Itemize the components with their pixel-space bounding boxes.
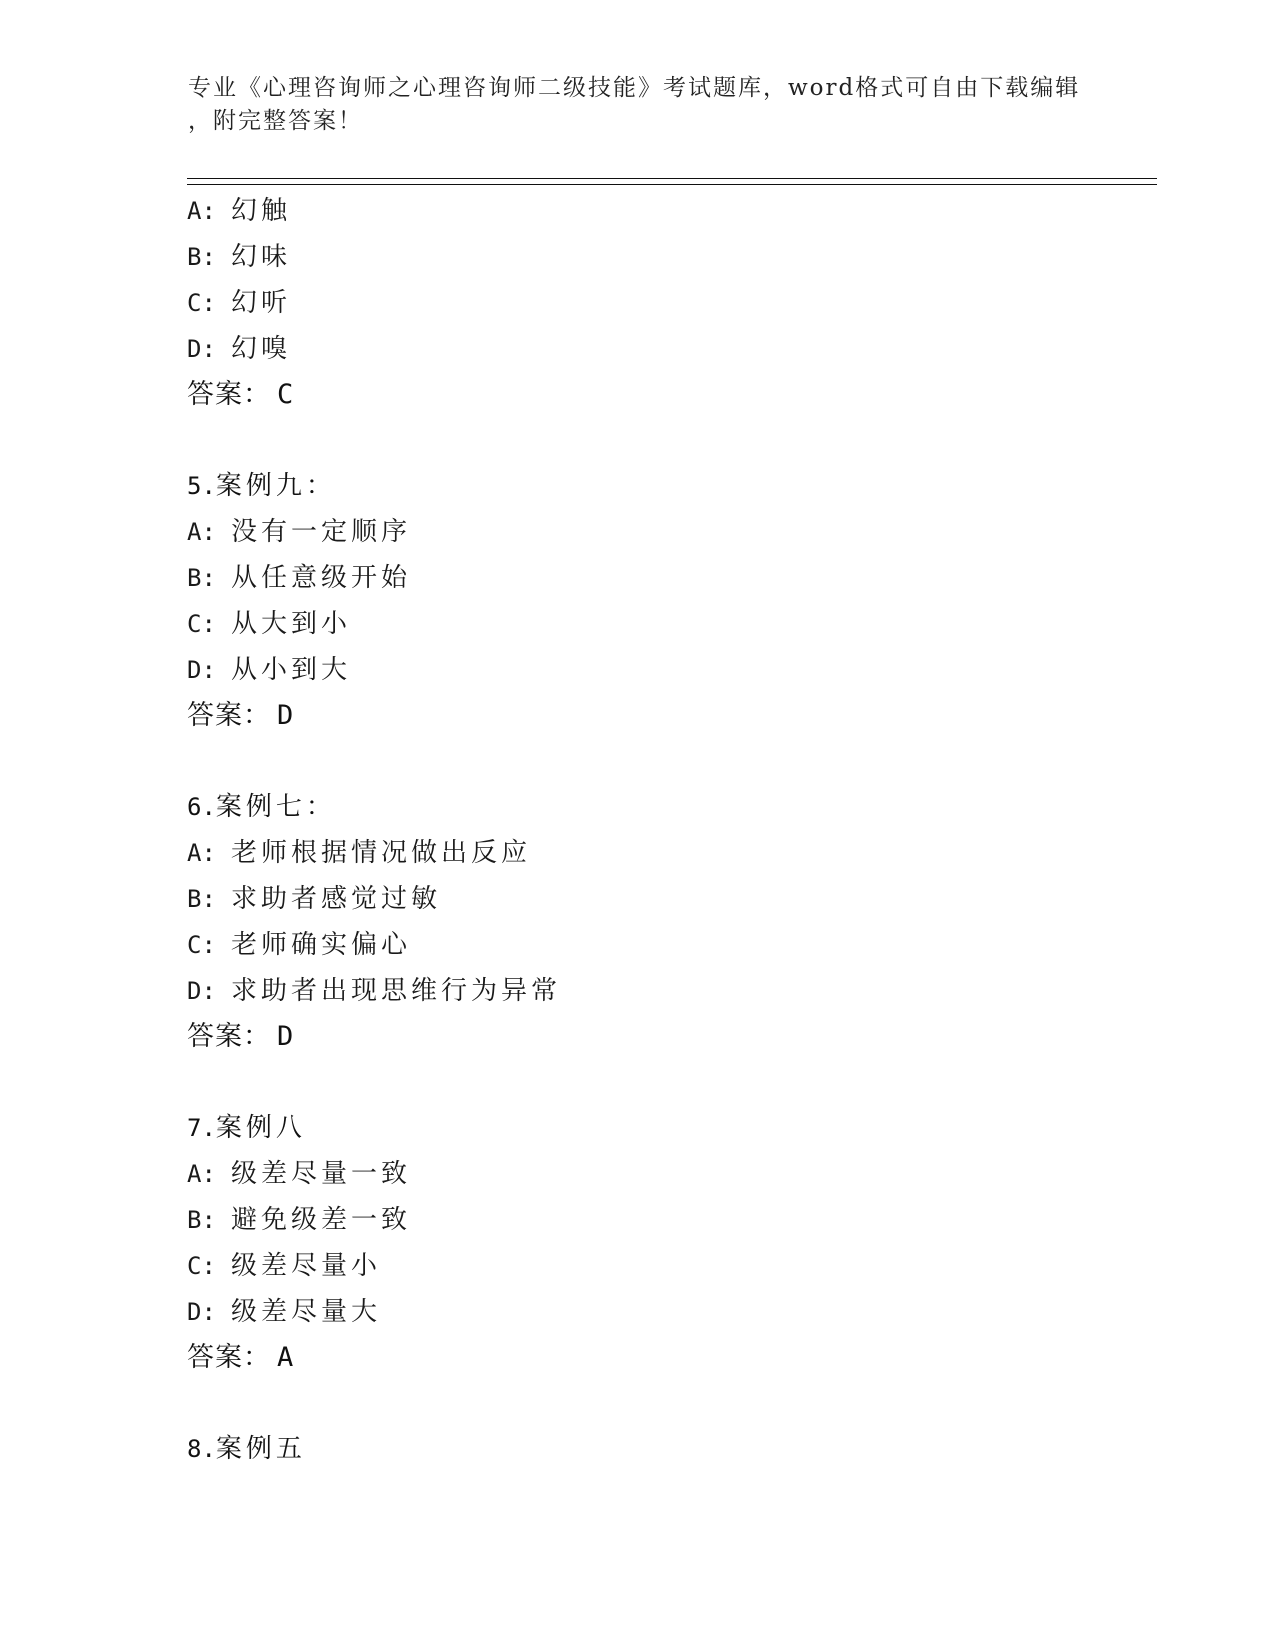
- header-double-rule: [187, 178, 1157, 185]
- question-text: 案例八: [215, 1113, 306, 1143]
- answer-value: C: [277, 379, 295, 410]
- question-title: [187, 1426, 1127, 1472]
- spacer: [187, 1060, 1127, 1105]
- option-key: D:: [187, 1298, 216, 1326]
- option-text: 从任意级开始: [231, 563, 412, 593]
- question-title: [187, 463, 1127, 509]
- option-key: C:: [187, 289, 216, 317]
- option-key: B:: [187, 564, 216, 592]
- option-text: 从小到大: [231, 655, 352, 685]
- option-b: [187, 876, 1127, 922]
- option-text: 级差尽量大: [231, 1297, 382, 1327]
- option-text: 求助者出现思维行为异常: [231, 976, 562, 1006]
- question-number: 5.: [187, 472, 216, 500]
- option-text: 幻触: [231, 196, 292, 226]
- option-key: A:: [187, 1160, 216, 1188]
- answer-label: 答案：: [187, 1342, 271, 1373]
- option-text: 级差尽量小: [231, 1251, 382, 1281]
- answer-line: [187, 372, 1127, 418]
- option-key: B:: [187, 243, 216, 271]
- option-key: B:: [187, 1206, 216, 1234]
- option-d: [187, 647, 1127, 693]
- option-text: 从大到小: [231, 609, 352, 639]
- question-number: 6.: [187, 793, 216, 821]
- spacer: [187, 418, 1127, 463]
- option-a: [187, 509, 1127, 555]
- spacer: [187, 1381, 1127, 1426]
- spacer: [187, 739, 1127, 784]
- option-text: 幻嗅: [231, 334, 292, 364]
- question-title: [187, 784, 1127, 830]
- question-list: [187, 188, 1127, 1472]
- option-text: 求助者感觉过敏: [231, 884, 442, 914]
- answer-label: 答案：: [187, 700, 271, 731]
- option-a: [187, 1151, 1127, 1197]
- option-c: [187, 280, 1127, 326]
- question-block-8: [187, 1426, 1127, 1472]
- option-b: [187, 555, 1127, 601]
- option-text: 级差尽量一致: [231, 1159, 412, 1189]
- option-c: [187, 601, 1127, 647]
- option-d: [187, 968, 1127, 1014]
- option-d: [187, 326, 1127, 372]
- option-text: 幻味: [231, 242, 292, 272]
- option-text: 没有一定顺序: [231, 517, 412, 547]
- option-c: [187, 1243, 1127, 1289]
- header-line-1: 专业《心理咨询师之心理咨询师二级技能》考试题库，word格式可自由下载编辑: [188, 75, 1081, 101]
- option-text: 幻听: [231, 288, 292, 318]
- option-b: [187, 234, 1127, 280]
- option-text: 避免级差一致: [231, 1205, 412, 1235]
- answer-line: [187, 1335, 1127, 1381]
- answer-line: [187, 693, 1127, 739]
- answer-line: [187, 1014, 1127, 1060]
- answer-label: 答案：: [187, 1021, 271, 1052]
- option-text: 老师根据情况做出反应: [231, 838, 532, 868]
- option-key: A:: [187, 197, 216, 225]
- option-key: B:: [187, 885, 216, 913]
- question-text: 案例九：: [215, 471, 336, 501]
- option-key: D:: [187, 335, 216, 363]
- question-block-5: [187, 463, 1127, 739]
- option-c: [187, 922, 1127, 968]
- option-b: [187, 1197, 1127, 1243]
- document-header: [188, 72, 1088, 138]
- question-text: 案例五: [215, 1434, 306, 1464]
- option-a: [187, 830, 1127, 876]
- question-number: 8.: [187, 1435, 216, 1463]
- answer-value: D: [277, 1021, 295, 1052]
- answer-value: A: [277, 1342, 295, 1373]
- option-key: D:: [187, 656, 216, 684]
- answer-label: 答案：: [187, 379, 271, 410]
- option-key: C:: [187, 610, 216, 638]
- option-key: C:: [187, 1252, 216, 1280]
- option-key: C:: [187, 931, 216, 959]
- question-number: 7.: [187, 1114, 216, 1142]
- question-text: 案例七：: [215, 792, 336, 822]
- option-a: [187, 188, 1127, 234]
- option-key: D:: [187, 977, 216, 1005]
- option-d: [187, 1289, 1127, 1335]
- question-block-prev: [187, 188, 1127, 418]
- header-line-2: ，附完整答案！: [188, 108, 363, 134]
- option-text: 老师确实偏心: [231, 930, 412, 960]
- option-key: A:: [187, 839, 216, 867]
- question-block-6: [187, 784, 1127, 1060]
- question-title: [187, 1105, 1127, 1151]
- question-block-7: [187, 1105, 1127, 1381]
- answer-value: D: [277, 700, 295, 731]
- option-key: A:: [187, 518, 216, 546]
